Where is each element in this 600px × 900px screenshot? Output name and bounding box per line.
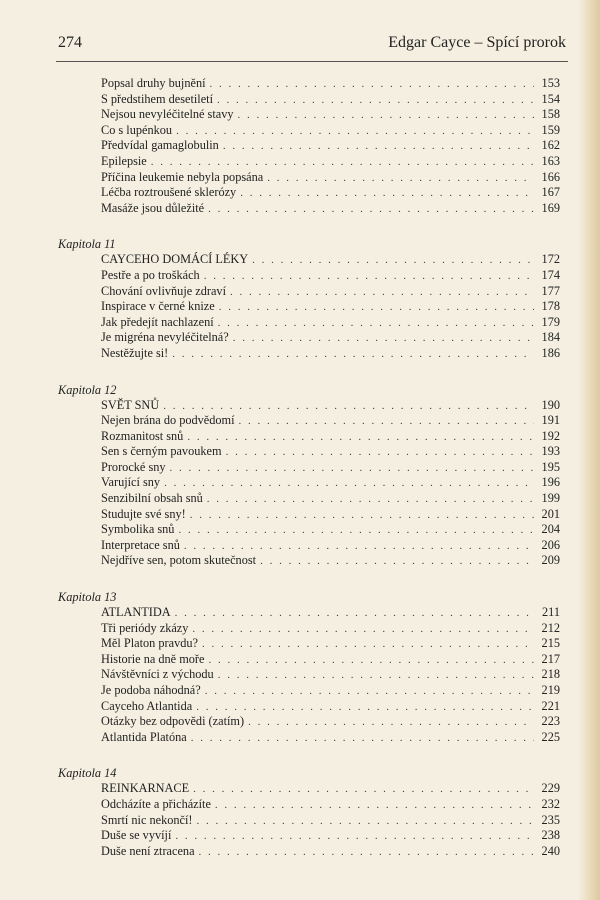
- dot-leader: [184, 539, 534, 555]
- dot-leader: [196, 700, 534, 716]
- dot-leader: [260, 554, 534, 570]
- entry-page-number: 204: [541, 522, 560, 537]
- dot-leader: [175, 606, 534, 622]
- entry-page-number: 232: [541, 796, 560, 811]
- toc-entry: [58, 605, 560, 621]
- dot-leader: [223, 139, 534, 155]
- dot-leader: [187, 430, 534, 446]
- entry-page-number: 191: [541, 413, 560, 428]
- dot-leader: [207, 492, 534, 508]
- entry-page-number: 190: [541, 397, 560, 412]
- entry-title: S předstihem desetiletí: [101, 91, 214, 106]
- entry-page-number: 159: [541, 122, 560, 137]
- entry-title: Epilepsie: [101, 153, 147, 168]
- toc-entry: [58, 346, 560, 362]
- toc-entry: [58, 844, 560, 860]
- toc-entry: [58, 170, 560, 186]
- entry-title: Popsal druhy bujnění: [101, 76, 206, 90]
- toc-entry: [58, 315, 560, 331]
- entry-title: Historie na dně moře: [101, 651, 205, 666]
- entry-page-number: 215: [541, 636, 560, 651]
- page-number: 274: [58, 34, 82, 51]
- toc-entry: [58, 299, 560, 315]
- toc-entry: [58, 107, 560, 123]
- entry-page-number: 199: [541, 491, 560, 506]
- dot-leader: [170, 461, 534, 477]
- toc-entry: [58, 683, 560, 699]
- entry-page-number: 174: [541, 267, 560, 282]
- toc-entry: [58, 699, 560, 715]
- dot-leader: [175, 829, 534, 845]
- entry-title: Varující sny: [101, 475, 161, 490]
- entry-page-number: 166: [541, 169, 560, 184]
- entry-page-number: 235: [541, 812, 560, 827]
- dot-leader: [267, 171, 534, 187]
- entry-title: Interpretace snů: [101, 537, 180, 552]
- entry-title: Masáže jsou důležité: [101, 200, 205, 215]
- entry-page-number: 219: [541, 683, 560, 697]
- dot-leader: [163, 399, 534, 415]
- entry-page-number: 209: [541, 553, 560, 568]
- dot-leader: [218, 668, 534, 684]
- dot-leader: [252, 253, 534, 269]
- entry-page-number: 158: [541, 107, 560, 122]
- entry-title: Nestěžujte si!: [101, 345, 169, 360]
- dot-leader: [248, 715, 534, 731]
- entry-title: Prorocké sny: [101, 459, 166, 474]
- toc-entry: [58, 252, 560, 268]
- dot-leader: [210, 77, 534, 93]
- entry-page-number: 179: [541, 314, 560, 329]
- toc-entry: [58, 123, 560, 139]
- dot-leader: [226, 445, 534, 461]
- entry-title: Nejen brána do podvědomí: [101, 413, 235, 428]
- toc-entry: [58, 667, 560, 683]
- entry-title: Je podoba náhodná?: [101, 683, 201, 697]
- dot-leader: [233, 331, 534, 347]
- entry-page-number: 196: [541, 475, 560, 490]
- toc-entry: [58, 621, 560, 637]
- entry-title: Pestře a po troškách: [101, 267, 200, 282]
- dot-leader: [164, 476, 534, 492]
- entry-title: Atlantida Platóna: [101, 729, 187, 744]
- dot-leader: [217, 93, 534, 109]
- toc-section: [58, 76, 560, 216]
- toc-entry: [58, 522, 560, 538]
- page-header: [58, 34, 566, 54]
- toc-entry: [58, 138, 560, 154]
- entry-page-number: 163: [541, 153, 560, 168]
- entry-page-number: 184: [541, 330, 560, 345]
- dot-leader: [190, 508, 534, 524]
- table-of-contents: [58, 76, 560, 859]
- header-rule: [56, 61, 568, 62]
- entry-title: Rozmanitost snů: [101, 428, 184, 443]
- running-title: Edgar Cayce – Spící prorok: [388, 34, 566, 51]
- entry-title: CAYCEHO DOMÁCÍ LÉKY: [101, 252, 249, 267]
- entry-page-number: 229: [541, 781, 560, 796]
- entry-title: Léčba roztroušené sklerózy: [101, 185, 237, 200]
- entry-title: Návštěvníci z východu: [101, 667, 214, 682]
- toc-entry: [58, 154, 560, 170]
- dot-leader: [202, 637, 534, 653]
- toc-entry: [58, 444, 560, 460]
- dot-leader: [178, 523, 534, 539]
- entry-page-number: 186: [541, 345, 560, 360]
- toc-section: [58, 382, 560, 570]
- chapter-label: Kapitola 12: [58, 382, 117, 397]
- toc-entry: [58, 185, 560, 201]
- toc-entry: [58, 92, 560, 108]
- entry-title: SVĚT SNŮ: [101, 397, 160, 412]
- toc-section: [58, 765, 560, 859]
- entry-title: Duše není ztracena: [101, 843, 195, 858]
- entry-title: Jak předejít nachlazení: [101, 314, 214, 329]
- entry-page-number: 238: [541, 828, 560, 843]
- entry-page-number: 193: [541, 444, 560, 459]
- entry-title: Duše se vyvíjí: [101, 828, 172, 843]
- entry-title: Symbolika snů: [101, 522, 175, 537]
- entry-page-number: 217: [541, 651, 560, 666]
- dot-leader: [151, 155, 534, 171]
- toc-entry: [58, 553, 560, 569]
- toc-entry: [58, 76, 560, 92]
- entry-page-number: 195: [541, 459, 560, 474]
- toc-entry: [58, 413, 560, 429]
- entry-page-number: 211: [542, 605, 560, 620]
- entry-page-number: 177: [541, 283, 560, 298]
- toc-entry: [58, 636, 560, 652]
- entry-page-number: 225: [541, 729, 560, 744]
- entry-title: Senzibilní obsah snů: [101, 491, 203, 506]
- toc-entry: [58, 429, 560, 445]
- entry-page-number: 154: [541, 91, 560, 106]
- entry-title: Otázky bez odpovědi (zatím): [101, 714, 245, 729]
- entry-title: Smrtí nic nekončí!: [101, 812, 193, 827]
- toc-entry: [58, 652, 560, 668]
- toc-entry: [58, 398, 560, 414]
- entry-title: Měl Platon pravdu?: [101, 636, 198, 651]
- toc-entry: [58, 730, 560, 746]
- entry-page-number: 153: [541, 76, 560, 90]
- toc-section: [58, 236, 560, 361]
- entry-title: Odcházíte a přicházíte: [101, 796, 211, 811]
- chapter-label: Kapitola 14: [58, 766, 117, 781]
- toc-entry: [58, 460, 560, 476]
- toc-entry: [58, 475, 560, 491]
- entry-title: Cayceho Atlantida: [101, 698, 193, 713]
- toc-entry: [58, 538, 560, 554]
- toc-entry: [58, 491, 560, 507]
- entry-page-number: 167: [541, 185, 560, 200]
- entry-title: Nejdříve sen, potom skutečnost: [101, 553, 257, 568]
- dot-leader: [172, 347, 534, 363]
- dot-leader: [204, 269, 534, 285]
- entry-title: Příčina leukemie nebyla popsána: [101, 169, 264, 184]
- dot-leader: [239, 414, 534, 430]
- toc-entry: [58, 268, 560, 284]
- entry-title: Chování ovlivňuje zdraví: [101, 283, 226, 298]
- dot-leader: [208, 202, 534, 218]
- dot-leader: [215, 798, 534, 814]
- entry-title: Inspirace v černé knize: [101, 299, 215, 314]
- chapter-label: Kapitola 11: [58, 237, 116, 252]
- dot-leader: [192, 622, 534, 638]
- toc-entry: [58, 507, 560, 523]
- entry-page-number: 192: [541, 428, 560, 443]
- entry-title: ATLANTIDA: [101, 605, 171, 620]
- toc-entry: [58, 330, 560, 346]
- toc-entry: [58, 781, 560, 797]
- entry-page-number: 223: [541, 714, 560, 729]
- entry-title: Nejsou nevyléčitelné stavy: [101, 107, 234, 122]
- entry-page-number: 169: [541, 200, 560, 215]
- entry-title: Je migréna nevyléčitelná?: [101, 330, 229, 345]
- entry-title: Sen s černým pavoukem: [101, 444, 222, 459]
- dot-leader: [205, 684, 534, 700]
- toc-section: [58, 589, 560, 745]
- dot-leader: [240, 186, 534, 202]
- toc-entry: [58, 813, 560, 829]
- entry-page-number: 218: [541, 667, 560, 682]
- dot-leader: [219, 300, 534, 316]
- toc-entry: [58, 797, 560, 813]
- dot-leader: [193, 782, 534, 798]
- dot-leader: [230, 285, 534, 301]
- toc-entry: [58, 201, 560, 217]
- dot-leader: [176, 124, 534, 140]
- chapter-label: Kapitola 13: [58, 590, 117, 605]
- entry-title: Předvídal gamaglobulin: [101, 138, 219, 153]
- entry-page-number: 206: [541, 537, 560, 552]
- dot-leader: [197, 814, 534, 830]
- entry-page-number: 221: [541, 698, 560, 713]
- toc-entry: [58, 284, 560, 300]
- toc-entry: [58, 714, 560, 730]
- dot-leader: [218, 316, 534, 332]
- entry-title: Studujte své sny!: [101, 506, 186, 521]
- page-edge: [578, 0, 600, 900]
- entry-page-number: 162: [541, 138, 560, 153]
- toc-entry: [58, 828, 560, 844]
- dot-leader: [238, 108, 535, 124]
- entry-page-number: 172: [541, 252, 560, 267]
- dot-leader: [199, 845, 534, 861]
- entry-page-number: 201: [541, 506, 560, 521]
- entry-title: Tři periódy zkázy: [101, 620, 189, 635]
- dot-leader: [208, 653, 534, 669]
- entry-page-number: 178: [541, 299, 560, 314]
- entry-page-number: 212: [541, 620, 560, 635]
- dot-leader: [191, 731, 534, 747]
- entry-page-number: 240: [541, 843, 560, 858]
- entry-title: Co s lupénkou: [101, 122, 173, 137]
- entry-title: REINKARNACE: [101, 781, 190, 796]
